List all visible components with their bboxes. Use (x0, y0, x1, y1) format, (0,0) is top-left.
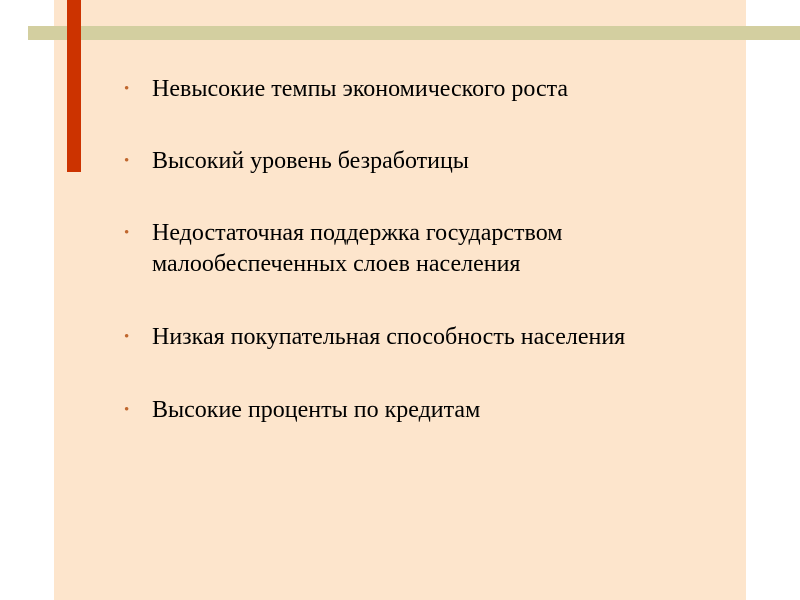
bullet-dot-icon: • (124, 329, 130, 345)
bullet-dot-icon: • (124, 153, 130, 169)
bullet-text: Недостаточная поддержка государством малообеспеченных слоев населения (152, 220, 563, 277)
bullet-text: Высокие проценты по кредитам (152, 397, 481, 423)
bullet-item (110, 395, 740, 426)
horizontal-accent-bar (28, 26, 800, 40)
bullet-text: Высокий уровень безработицы (152, 148, 469, 174)
bullet-text: Невысокие темпы экономического роста (152, 76, 569, 102)
bullet-dot-icon: • (124, 81, 130, 97)
vertical-accent-bar (67, 0, 81, 172)
bullet-item (110, 322, 740, 353)
bullet-item (110, 218, 740, 280)
bullet-item (110, 146, 740, 177)
bullet-text: Низкая покупательная способность населения (152, 324, 626, 350)
bullet-dot-icon: • (124, 225, 130, 241)
bullet-dot-icon: • (124, 402, 130, 418)
bullet-item (110, 74, 740, 105)
bullet-list (110, 74, 740, 467)
